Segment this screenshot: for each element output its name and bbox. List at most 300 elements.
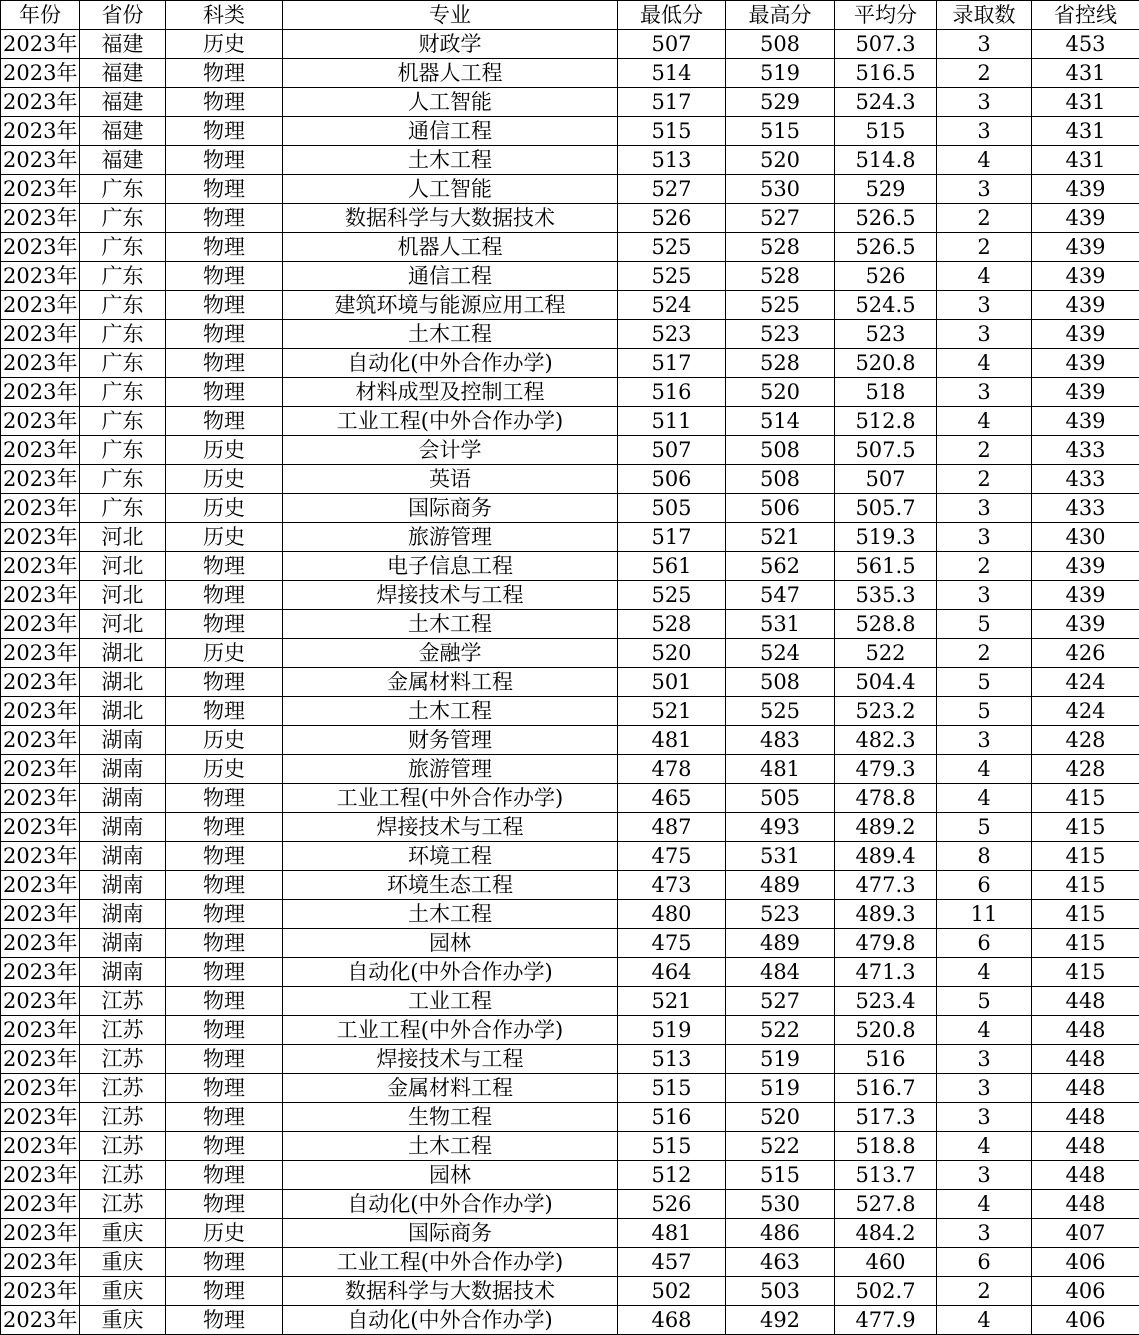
cell-avg-score: 527.8 [835, 1190, 937, 1219]
cell-admitted-count: 2 [937, 59, 1032, 88]
cell-max-score: 528 [726, 262, 835, 291]
cell-control-line: 406 [1032, 1248, 1139, 1277]
cell-major: 数据科学与大数据技术 [283, 1277, 618, 1306]
cell-admitted-count: 6 [937, 871, 1032, 900]
cell-province: 河北 [80, 552, 166, 581]
cell-province: 江苏 [80, 1045, 166, 1074]
header-row [1, 1, 1139, 30]
cell-major: 会计学 [283, 436, 618, 465]
cell-min-score: 464 [618, 958, 726, 987]
cell-admitted-count: 2 [937, 204, 1032, 233]
cell-control-line: 439 [1032, 610, 1139, 639]
cell-control-line: 415 [1032, 929, 1139, 958]
cell-control-line: 439 [1032, 204, 1139, 233]
cell-year: 2023年 [1, 1016, 80, 1045]
table-row [1, 1016, 1139, 1045]
cell-min-score: 516 [618, 378, 726, 407]
cell-avg-score: 484.2 [835, 1219, 937, 1248]
cell-major: 环境工程 [283, 842, 618, 871]
table-row [1, 378, 1139, 407]
cell-admitted-count: 5 [937, 697, 1032, 726]
cell-subject-type: 物理 [166, 1190, 283, 1219]
cell-min-score: 515 [618, 1132, 726, 1161]
cell-control-line: 430 [1032, 523, 1139, 552]
cell-max-score: 520 [726, 1103, 835, 1132]
cell-admitted-count: 3 [937, 726, 1032, 755]
cell-admitted-count: 5 [937, 813, 1032, 842]
cell-major: 土木工程 [283, 146, 618, 175]
cell-year: 2023年 [1, 59, 80, 88]
cell-major: 机器人工程 [283, 59, 618, 88]
cell-admitted-count: 2 [937, 233, 1032, 262]
table-row [1, 320, 1139, 349]
cell-avg-score: 514.8 [835, 146, 937, 175]
cell-province: 湖南 [80, 871, 166, 900]
table-row [1, 233, 1139, 262]
cell-control-line: 448 [1032, 1132, 1139, 1161]
cell-major: 自动化(中外合作办学) [283, 1190, 618, 1219]
table-row [1, 291, 1139, 320]
table-row [1, 175, 1139, 204]
cell-admitted-count: 11 [937, 900, 1032, 929]
cell-min-score: 505 [618, 494, 726, 523]
table-row [1, 813, 1139, 842]
table-body [1, 30, 1139, 1335]
cell-major: 通信工程 [283, 262, 618, 291]
cell-subject-type: 物理 [166, 378, 283, 407]
cell-major: 焊接技术与工程 [283, 581, 618, 610]
cell-subject-type: 物理 [166, 610, 283, 639]
cell-min-score: 517 [618, 88, 726, 117]
cell-major: 国际商务 [283, 1219, 618, 1248]
cell-admitted-count: 6 [937, 1248, 1032, 1277]
cell-province: 广东 [80, 233, 166, 262]
cell-min-score: 526 [618, 204, 726, 233]
header-subject-type: 科类 [166, 1, 283, 30]
table-row [1, 407, 1139, 436]
cell-min-score: 527 [618, 175, 726, 204]
cell-province: 湖北 [80, 639, 166, 668]
cell-max-score: 515 [726, 1161, 835, 1190]
table-row [1, 987, 1139, 1016]
cell-avg-score: 523.2 [835, 697, 937, 726]
cell-avg-score: 478.8 [835, 784, 937, 813]
cell-max-score: 531 [726, 842, 835, 871]
cell-avg-score: 526 [835, 262, 937, 291]
cell-major: 金属材料工程 [283, 1074, 618, 1103]
table-row [1, 1161, 1139, 1190]
cell-admitted-count: 4 [937, 1016, 1032, 1045]
cell-min-score: 507 [618, 30, 726, 59]
cell-subject-type: 物理 [166, 1016, 283, 1045]
cell-province: 江苏 [80, 1074, 166, 1103]
cell-max-score: 463 [726, 1248, 835, 1277]
cell-max-score: 525 [726, 291, 835, 320]
cell-major: 材料成型及控制工程 [283, 378, 618, 407]
cell-subject-type: 历史 [166, 726, 283, 755]
table-row [1, 1103, 1139, 1132]
cell-max-score: 528 [726, 233, 835, 262]
table-row [1, 900, 1139, 929]
table-row [1, 697, 1139, 726]
cell-major: 自动化(中外合作办学) [283, 958, 618, 987]
cell-admitted-count: 4 [937, 262, 1032, 291]
cell-admitted-count: 4 [937, 784, 1032, 813]
cell-max-score: 484 [726, 958, 835, 987]
cell-province: 广东 [80, 407, 166, 436]
cell-admitted-count: 4 [937, 1306, 1032, 1335]
cell-major: 土木工程 [283, 1132, 618, 1161]
cell-avg-score: 471.3 [835, 958, 937, 987]
cell-admitted-count: 2 [937, 436, 1032, 465]
cell-province: 湖南 [80, 784, 166, 813]
cell-admitted-count: 5 [937, 987, 1032, 1016]
cell-admitted-count: 4 [937, 1190, 1032, 1219]
cell-year: 2023年 [1, 639, 80, 668]
header-year: 年份 [1, 1, 80, 30]
cell-min-score: 521 [618, 697, 726, 726]
cell-avg-score: 518 [835, 378, 937, 407]
cell-avg-score: 524.5 [835, 291, 937, 320]
table-row [1, 523, 1139, 552]
cell-province: 湖南 [80, 842, 166, 871]
table-row [1, 436, 1139, 465]
cell-control-line: 415 [1032, 900, 1139, 929]
table-row [1, 30, 1139, 59]
cell-year: 2023年 [1, 958, 80, 987]
cell-avg-score: 517.3 [835, 1103, 937, 1132]
cell-major: 工业工程(中外合作办学) [283, 1016, 618, 1045]
cell-province: 江苏 [80, 1016, 166, 1045]
cell-admitted-count: 4 [937, 958, 1032, 987]
table-row [1, 494, 1139, 523]
cell-min-score: 501 [618, 668, 726, 697]
cell-year: 2023年 [1, 697, 80, 726]
cell-min-score: 517 [618, 349, 726, 378]
table-row [1, 146, 1139, 175]
cell-min-score: 513 [618, 146, 726, 175]
cell-province: 广东 [80, 436, 166, 465]
cell-province: 重庆 [80, 1219, 166, 1248]
cell-admitted-count: 3 [937, 523, 1032, 552]
cell-major: 英语 [283, 465, 618, 494]
cell-control-line: 415 [1032, 842, 1139, 871]
cell-province: 广东 [80, 494, 166, 523]
cell-min-score: 515 [618, 117, 726, 146]
cell-max-score: 492 [726, 1306, 835, 1335]
cell-subject-type: 物理 [166, 1161, 283, 1190]
cell-avg-score: 522 [835, 639, 937, 668]
cell-year: 2023年 [1, 1132, 80, 1161]
cell-subject-type: 历史 [166, 639, 283, 668]
cell-year: 2023年 [1, 1277, 80, 1306]
cell-province: 江苏 [80, 1190, 166, 1219]
cell-province: 江苏 [80, 1161, 166, 1190]
cell-control-line: 428 [1032, 726, 1139, 755]
cell-min-score: 523 [618, 320, 726, 349]
cell-province: 广东 [80, 378, 166, 407]
cell-min-score: 457 [618, 1248, 726, 1277]
cell-major: 人工智能 [283, 175, 618, 204]
table-row [1, 349, 1139, 378]
cell-year: 2023年 [1, 349, 80, 378]
cell-year: 2023年 [1, 1306, 80, 1335]
cell-province: 广东 [80, 204, 166, 233]
cell-min-score: 475 [618, 929, 726, 958]
cell-major: 机器人工程 [283, 233, 618, 262]
cell-admitted-count: 4 [937, 349, 1032, 378]
cell-year: 2023年 [1, 465, 80, 494]
cell-major: 财务管理 [283, 726, 618, 755]
cell-avg-score: 524.3 [835, 88, 937, 117]
cell-avg-score: 535.3 [835, 581, 937, 610]
cell-min-score: 487 [618, 813, 726, 842]
cell-major: 土木工程 [283, 900, 618, 929]
cell-major: 土木工程 [283, 697, 618, 726]
cell-max-score: 530 [726, 1190, 835, 1219]
cell-subject-type: 物理 [166, 407, 283, 436]
cell-max-score: 524 [726, 639, 835, 668]
cell-max-score: 522 [726, 1132, 835, 1161]
cell-province: 重庆 [80, 1277, 166, 1306]
cell-control-line: 439 [1032, 262, 1139, 291]
cell-control-line: 453 [1032, 30, 1139, 59]
cell-province: 重庆 [80, 1306, 166, 1335]
cell-major: 园林 [283, 929, 618, 958]
cell-major: 金属材料工程 [283, 668, 618, 697]
cell-control-line: 407 [1032, 1219, 1139, 1248]
table-row [1, 784, 1139, 813]
cell-subject-type: 物理 [166, 349, 283, 378]
cell-admitted-count: 3 [937, 1103, 1032, 1132]
cell-avg-score: 477.9 [835, 1306, 937, 1335]
cell-province: 湖南 [80, 900, 166, 929]
cell-subject-type: 物理 [166, 871, 283, 900]
cell-control-line: 431 [1032, 146, 1139, 175]
cell-subject-type: 物理 [166, 146, 283, 175]
cell-major: 环境生态工程 [283, 871, 618, 900]
cell-max-score: 508 [726, 30, 835, 59]
cell-province: 湖南 [80, 813, 166, 842]
table-row [1, 204, 1139, 233]
cell-max-score: 519 [726, 1045, 835, 1074]
cell-avg-score: 482.3 [835, 726, 937, 755]
table-row [1, 1190, 1139, 1219]
cell-subject-type: 历史 [166, 494, 283, 523]
cell-province: 福建 [80, 30, 166, 59]
table-row [1, 88, 1139, 117]
cell-avg-score: 516.5 [835, 59, 937, 88]
cell-subject-type: 物理 [166, 842, 283, 871]
cell-year: 2023年 [1, 523, 80, 552]
cell-max-score: 519 [726, 59, 835, 88]
cell-province: 河北 [80, 523, 166, 552]
cell-max-score: 519 [726, 1074, 835, 1103]
table-row [1, 842, 1139, 871]
cell-province: 广东 [80, 465, 166, 494]
cell-admitted-count: 3 [937, 30, 1032, 59]
table-row [1, 871, 1139, 900]
cell-control-line: 431 [1032, 117, 1139, 146]
cell-major: 金融学 [283, 639, 618, 668]
cell-max-score: 515 [726, 117, 835, 146]
table-row [1, 552, 1139, 581]
cell-max-score: 481 [726, 755, 835, 784]
cell-avg-score: 523.4 [835, 987, 937, 1016]
cell-min-score: 514 [618, 59, 726, 88]
header-avg-score: 平均分 [835, 1, 937, 30]
cell-subject-type: 物理 [166, 1074, 283, 1103]
cell-max-score: 531 [726, 610, 835, 639]
cell-max-score: 508 [726, 668, 835, 697]
cell-avg-score: 489.2 [835, 813, 937, 842]
cell-control-line: 439 [1032, 233, 1139, 262]
table-row [1, 1248, 1139, 1277]
header-province: 省份 [80, 1, 166, 30]
cell-max-score: 489 [726, 929, 835, 958]
cell-major: 建筑环境与能源应用工程 [283, 291, 618, 320]
cell-subject-type: 物理 [166, 813, 283, 842]
cell-subject-type: 物理 [166, 1103, 283, 1132]
cell-avg-score: 526.5 [835, 233, 937, 262]
cell-major: 人工智能 [283, 88, 618, 117]
cell-avg-score: 479.8 [835, 929, 937, 958]
cell-min-score: 525 [618, 233, 726, 262]
cell-min-score: 512 [618, 1161, 726, 1190]
cell-major: 国际商务 [283, 494, 618, 523]
cell-control-line: 439 [1032, 175, 1139, 204]
cell-avg-score: 520.8 [835, 349, 937, 378]
cell-control-line: 415 [1032, 958, 1139, 987]
cell-avg-score: 489.3 [835, 900, 937, 929]
cell-max-score: 508 [726, 436, 835, 465]
cell-subject-type: 物理 [166, 320, 283, 349]
cell-subject-type: 物理 [166, 117, 283, 146]
cell-admitted-count: 2 [937, 639, 1032, 668]
cell-major: 土木工程 [283, 610, 618, 639]
cell-max-score: 525 [726, 697, 835, 726]
cell-subject-type: 物理 [166, 581, 283, 610]
cell-max-score: 506 [726, 494, 835, 523]
cell-year: 2023年 [1, 146, 80, 175]
cell-avg-score: 516.7 [835, 1074, 937, 1103]
cell-year: 2023年 [1, 668, 80, 697]
cell-max-score: 521 [726, 523, 835, 552]
cell-province: 江苏 [80, 1132, 166, 1161]
cell-year: 2023年 [1, 407, 80, 436]
cell-admitted-count: 5 [937, 610, 1032, 639]
cell-control-line: 439 [1032, 407, 1139, 436]
cell-avg-score: 504.4 [835, 668, 937, 697]
cell-year: 2023年 [1, 291, 80, 320]
cell-avg-score: 520.8 [835, 1016, 937, 1045]
header-min-score: 最低分 [618, 1, 726, 30]
cell-avg-score: 518.8 [835, 1132, 937, 1161]
cell-admitted-count: 3 [937, 175, 1032, 204]
cell-year: 2023年 [1, 1248, 80, 1277]
cell-province: 河北 [80, 581, 166, 610]
cell-avg-score: 516 [835, 1045, 937, 1074]
table-row [1, 929, 1139, 958]
cell-min-score: 524 [618, 291, 726, 320]
cell-control-line: 439 [1032, 581, 1139, 610]
cell-province: 福建 [80, 146, 166, 175]
cell-min-score: 526 [618, 1190, 726, 1219]
cell-year: 2023年 [1, 233, 80, 262]
cell-control-line: 439 [1032, 291, 1139, 320]
cell-max-score: 514 [726, 407, 835, 436]
cell-control-line: 448 [1032, 1045, 1139, 1074]
cell-subject-type: 物理 [166, 1306, 283, 1335]
cell-major: 工业工程 [283, 987, 618, 1016]
cell-min-score: 515 [618, 1074, 726, 1103]
cell-major: 焊接技术与工程 [283, 813, 618, 842]
cell-subject-type: 物理 [166, 59, 283, 88]
cell-control-line: 433 [1032, 436, 1139, 465]
cell-avg-score: 523 [835, 320, 937, 349]
cell-admitted-count: 2 [937, 552, 1032, 581]
cell-min-score: 506 [618, 465, 726, 494]
cell-province: 重庆 [80, 1248, 166, 1277]
cell-province: 湖南 [80, 958, 166, 987]
cell-max-score: 529 [726, 88, 835, 117]
cell-subject-type: 物理 [166, 1248, 283, 1277]
cell-avg-score: 507 [835, 465, 937, 494]
cell-avg-score: 528.8 [835, 610, 937, 639]
cell-control-line: 415 [1032, 871, 1139, 900]
table-row [1, 1306, 1139, 1335]
cell-year: 2023年 [1, 610, 80, 639]
cell-subject-type: 历史 [166, 465, 283, 494]
cell-subject-type: 历史 [166, 755, 283, 784]
cell-subject-type: 历史 [166, 436, 283, 465]
table-row [1, 59, 1139, 88]
cell-year: 2023年 [1, 871, 80, 900]
cell-min-score: 478 [618, 755, 726, 784]
cell-subject-type: 物理 [166, 1045, 283, 1074]
cell-year: 2023年 [1, 929, 80, 958]
cell-admitted-count: 3 [937, 117, 1032, 146]
cell-year: 2023年 [1, 900, 80, 929]
cell-admitted-count: 3 [937, 1161, 1032, 1190]
cell-avg-score: 477.3 [835, 871, 937, 900]
cell-control-line: 439 [1032, 349, 1139, 378]
cell-year: 2023年 [1, 117, 80, 146]
cell-control-line: 428 [1032, 755, 1139, 784]
cell-year: 2023年 [1, 1103, 80, 1132]
cell-avg-score: 529 [835, 175, 937, 204]
cell-min-score: 521 [618, 987, 726, 1016]
cell-year: 2023年 [1, 726, 80, 755]
cell-control-line: 448 [1032, 1161, 1139, 1190]
cell-subject-type: 物理 [166, 291, 283, 320]
cell-subject-type: 物理 [166, 958, 283, 987]
cell-major: 财政学 [283, 30, 618, 59]
cell-avg-score: 489.4 [835, 842, 937, 871]
cell-admitted-count: 8 [937, 842, 1032, 871]
cell-year: 2023年 [1, 552, 80, 581]
cell-year: 2023年 [1, 436, 80, 465]
cell-admitted-count: 3 [937, 320, 1032, 349]
cell-min-score: 519 [618, 1016, 726, 1045]
cell-control-line: 433 [1032, 465, 1139, 494]
cell-min-score: 516 [618, 1103, 726, 1132]
cell-admitted-count: 4 [937, 407, 1032, 436]
cell-admitted-count: 2 [937, 465, 1032, 494]
cell-province: 广东 [80, 349, 166, 378]
cell-max-score: 528 [726, 349, 835, 378]
cell-max-score: 489 [726, 871, 835, 900]
